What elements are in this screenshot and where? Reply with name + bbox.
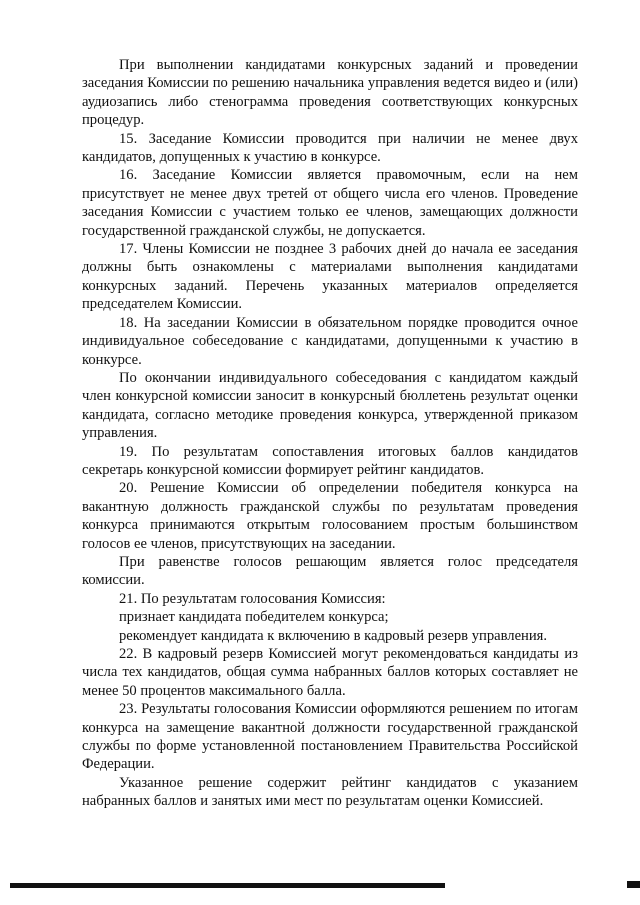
document-body [82,56,578,811]
paragraph-23: 23. Результаты голосования Комиссии оформляются решением по итогам конкурса на замещение вакантной должности государственной гражданской службы по форме установленной постановлением Правительства Российской Федерации. [82,701,578,773]
paragraph-video-recording: При выполнении кандидатами конкурсных заданий и проведении заседания Комиссии по решению начальника управления ведется видео и (или) аудиозапись либо стенограмма проведения соответствующих конкурсных процедур. [82,57,578,129]
paragraph-15: 15. Заседание Комиссии проводится при наличии не менее двух кандидатов, допущенных к участию в конкурсе. [82,130,578,166]
paragraph-equal-votes: При равенстве голосов решающим является голос председателя комиссии. [82,553,578,589]
paragraph-decision-rating: Указанное решение содержит рейтинг кандидатов с указанием набранных баллов и занятых ими мест по результатам оценки Комиссией. [82,774,578,810]
paragraph-16: 16. Заседание Комиссии является правомочным, если на нем присутствует не менее двух третей от общего числа его членов. Проведение заседания Комиссии с участием только ее членов, замещающих должности государственной гражданской службы, не допускается. [82,167,578,239]
paragraph-20: 20. Решение Комиссии об определении победителя конкурса на вакантную должность гражданской службы по результатам проведения конкурса принимаются открытым голосованием простым большинством голосов ее членов, присутствующих на заседании. [82,480,578,552]
scan-edge-mark [627,881,640,888]
paragraph-18: 18. На заседании Комиссии в обязательном порядке проводится очное индивидуальное собеседование с кандидатами, допущенными к участию в конкурсе. [82,314,578,368]
paragraph-interview-results: По окончании индивидуального собеседования с кандидатом каждый член конкурсной комиссии заносит в конкурсный бюллетень результат оценки кандидата, согласно методике проведения конкурса, утвержденной приказом управления. [82,369,578,442]
paragraph-21: 21. По результатам голосования Комиссия: [119,590,386,607]
scan-bottom-line [10,883,445,888]
paragraph-19: 19. По результатам сопоставления итоговых баллов кандидатов секретарь конкурсной комиссии формирует рейтинг кандидатов. [82,443,578,478]
paragraph-21-item-winner: признает кандидата победителем конкурса; [119,609,389,626]
paragraph-17: 17. Члены Комиссии не позднее 3 рабочих дней до начала ее заседания должны быть ознакомлены с материалами выполнения кандидатами конкурсных заданий. Перечень указанных материалов определяется председателем Комиссии. [82,241,578,313]
paragraph-22: 22. В кадровый резерв Комиссией могут рекомендоваться кандидаты из числа тех кандидатов, общая сумма набранных баллов которых составляет не менее 50 процентов максимального балла. [82,646,578,699]
paragraph-21-item-reserve: рекомендует кандидата к включению в кадровый резерв управления. [119,627,548,644]
